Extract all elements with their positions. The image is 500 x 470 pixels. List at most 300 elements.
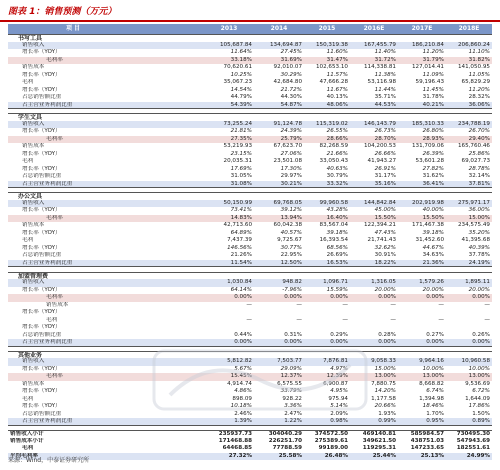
value-cell: 6,575.55 xyxy=(277,380,302,387)
value-cell: 60,042.38 xyxy=(273,222,302,229)
value-cell: 39.12% xyxy=(280,207,302,214)
value-cell: 134,694.87 xyxy=(269,41,302,48)
value-cell: 99,960.58 xyxy=(319,199,348,206)
value-cell: 7,503.77 xyxy=(277,358,302,365)
row-label: 增长率（YOY） xyxy=(22,49,61,55)
value-cell: 0.89% xyxy=(472,418,490,425)
value-cell: 226251.70 xyxy=(268,437,302,444)
table-row xyxy=(8,121,492,129)
value-cell: 91,124.78 xyxy=(273,120,302,127)
value-cell: 48.06% xyxy=(326,101,348,108)
value-cell: 27.32% xyxy=(228,452,252,459)
value-cell: 12.50% xyxy=(280,259,302,266)
table-row xyxy=(8,309,492,317)
table-row xyxy=(8,64,492,72)
value-cell: 27.06% xyxy=(280,150,302,157)
value-cell: 12.37% xyxy=(280,373,302,380)
value-cell xyxy=(204,324,254,332)
row-label: 平均毛利率 xyxy=(10,452,38,459)
row-label: 增长率（YOY） xyxy=(22,388,61,395)
value-cell: 73.41% xyxy=(230,207,252,214)
table-row xyxy=(8,260,492,268)
value-cell: 131,709.06 xyxy=(411,143,444,150)
value-cell: 54.39% xyxy=(230,101,252,108)
value-cell: 23,501.08 xyxy=(273,158,302,165)
value-cell: 36.41% xyxy=(422,180,444,187)
value-cell: 28.78% xyxy=(468,165,490,172)
row-label: 占主营业务利润比重 xyxy=(22,180,73,187)
value-cell: 25.79% xyxy=(280,135,302,142)
value-cell: 6.72% xyxy=(472,388,490,395)
value-cell: 33.32% xyxy=(326,180,348,187)
value-cell: 47,666.28 xyxy=(319,79,348,85)
value-cell: 33.79% xyxy=(280,388,302,395)
value-cell: 21.81% xyxy=(230,128,252,135)
row-label: 销售成本小计 xyxy=(10,437,44,444)
value-cell: 13.00% xyxy=(374,373,396,380)
value-cell: 40.13% xyxy=(326,94,348,100)
row-label: 办公文具 xyxy=(18,193,43,200)
table-row xyxy=(8,245,492,253)
value-cell: 4,914.74 xyxy=(227,380,252,387)
value-cell: 585984.57 xyxy=(410,431,444,437)
value-cell xyxy=(304,324,350,332)
header-2013: 2013 xyxy=(220,25,238,32)
value-cell: 10.25% xyxy=(230,71,252,78)
watermark-logo xyxy=(150,345,370,415)
value-cell: 1,644.09 xyxy=(465,395,490,402)
value-cell: 53,116.98 xyxy=(367,79,396,85)
value-cell: 31.79% xyxy=(422,56,444,63)
value-cell: 40.00% xyxy=(422,207,444,214)
value-cell: 26.69% xyxy=(326,252,348,259)
value-cell: 54.87% xyxy=(280,101,302,108)
row-label: 毛利率 xyxy=(46,56,63,63)
value-cell xyxy=(204,309,254,317)
row-label: 增长率（YOY） xyxy=(22,207,61,214)
value-cell: 20,035.31 xyxy=(223,158,252,165)
value-cell: 31.17% xyxy=(374,173,396,180)
table-row xyxy=(8,158,492,166)
value-cell: 45.00% xyxy=(374,207,396,214)
table-row xyxy=(8,418,492,426)
table-row xyxy=(8,215,492,223)
value-cell: 21.66% xyxy=(326,150,348,157)
value-cell: 438751.03 xyxy=(410,437,444,444)
value-cell: 40.39% xyxy=(468,244,490,251)
value-cell: 730495.30 xyxy=(456,431,490,437)
value-cell: 33,050.43 xyxy=(319,158,348,165)
table-row xyxy=(8,136,492,144)
value-cell: 1.22% xyxy=(284,418,302,425)
value-cell: 44.53% xyxy=(374,101,396,108)
value-cell: 115,319.02 xyxy=(315,120,348,127)
value-cell: 59,196.43 xyxy=(415,79,444,85)
value-cell: 10,960.58 xyxy=(461,358,490,365)
row-label: 增长率（YOY） xyxy=(22,150,61,157)
row-label: 增长率（YOY） xyxy=(22,229,61,236)
table-row xyxy=(8,332,492,340)
value-cell: 141,050.95 xyxy=(457,64,490,70)
table-row xyxy=(8,324,492,332)
value-cell: 27.82% xyxy=(422,165,444,172)
value-cell: 34.63% xyxy=(422,252,444,259)
value-cell: 0.00% xyxy=(472,339,490,346)
value-cell xyxy=(254,324,304,332)
value-cell: 32.14% xyxy=(468,173,490,180)
value-cell: 11.44% xyxy=(374,86,396,93)
row-label: 占主营业务利润比重 xyxy=(22,259,73,266)
value-cell: 21.36% xyxy=(422,259,444,266)
value-cell: 39.18% xyxy=(326,229,348,236)
row-label: 其他业务 xyxy=(18,351,43,359)
value-cell: 0.28% xyxy=(378,331,396,338)
value-cell: 0.99% xyxy=(378,418,396,425)
value-cell: 2.46% xyxy=(234,410,252,417)
row-label: 毛利 xyxy=(22,79,34,85)
row-label: 销售收入 xyxy=(22,120,45,127)
value-cell: 17.69% xyxy=(230,165,252,172)
header-2014: 2014 xyxy=(270,25,288,32)
row-label: 销售收入 xyxy=(22,279,45,286)
value-cell: 18.46% xyxy=(422,403,444,410)
value-cell: 1,579.26 xyxy=(419,279,444,286)
value-cell: 24.19% xyxy=(468,259,490,266)
value-cell: 30.21% xyxy=(280,180,302,187)
row-label: 占主营业务利润比重 xyxy=(22,418,73,425)
value-cell: 21.26% xyxy=(230,252,252,259)
table-row xyxy=(8,252,492,260)
value-cell: 30.91% xyxy=(374,252,396,259)
value-cell: 26.70% xyxy=(468,128,490,135)
row-label: 毛利 xyxy=(22,395,34,402)
table-row xyxy=(8,207,492,215)
value-cell: 24.99% xyxy=(466,452,490,459)
value-cell: 35.71% xyxy=(374,94,396,100)
value-cell: 16,393.54 xyxy=(319,237,348,244)
value-cell: 99189.00 xyxy=(318,445,348,451)
value-cell xyxy=(254,309,304,317)
value-cell: 11.20% xyxy=(422,49,444,55)
row-label: 增长率（YOY） xyxy=(22,244,61,251)
value-cell: 31.05% xyxy=(230,173,252,180)
value-cell: 234,575.49 xyxy=(457,222,490,229)
value-cell: 40.21% xyxy=(422,101,444,108)
table-row xyxy=(8,166,492,174)
value-cell: 65,829.29 xyxy=(461,79,490,85)
value-cell: 53,601.28 xyxy=(415,158,444,165)
value-cell: 202,919.98 xyxy=(411,199,444,206)
section-heading-row xyxy=(8,34,492,42)
table-row xyxy=(8,42,492,50)
value-cell: — xyxy=(390,301,396,308)
value-cell: 18.22% xyxy=(374,259,396,266)
value-cell: 7,880.75 xyxy=(371,380,396,387)
table-row xyxy=(8,279,492,287)
table-row xyxy=(8,222,492,230)
value-cell: 16.40% xyxy=(326,214,348,221)
value-cell: 29.09% xyxy=(280,365,302,372)
value-cell: 1.39% xyxy=(234,418,252,425)
value-cell: 928.22 xyxy=(282,395,302,402)
value-cell: 235937.73 xyxy=(218,431,252,437)
value-cell: 35.20% xyxy=(468,229,490,236)
value-cell: 182551.61 xyxy=(456,445,490,451)
value-cell: 11.60% xyxy=(326,49,348,55)
value-cell: 15.59% xyxy=(326,286,348,293)
value-cell: 47.43% xyxy=(374,229,396,236)
row-label: 增长率（YOY） xyxy=(22,286,61,293)
value-cell: — xyxy=(296,316,302,323)
value-cell: — xyxy=(246,316,252,323)
value-cell: 31,452.60 xyxy=(415,237,444,244)
value-cell: 0.00% xyxy=(284,339,302,346)
table-row xyxy=(8,128,492,136)
value-cell: 0.98% xyxy=(330,418,348,425)
value-cell: 39.18% xyxy=(422,229,444,236)
value-cell: 69,768.05 xyxy=(273,199,302,206)
row-label: 销售成本 xyxy=(22,222,45,229)
value-cell: 171,467.38 xyxy=(411,222,444,229)
value-cell: 11.40% xyxy=(374,49,396,55)
value-cell: 44.30% xyxy=(280,94,302,100)
value-cell: 26.80% xyxy=(422,128,444,135)
row-label: 销售成本 xyxy=(46,301,69,308)
row-label: 增长率（YOY） xyxy=(22,86,61,93)
value-cell: 64.14% xyxy=(230,286,252,293)
value-cell: — xyxy=(438,301,444,308)
value-cell: 41,395.68 xyxy=(461,237,490,244)
value-cell: 11.54% xyxy=(230,259,252,266)
row-label: 销售成本 xyxy=(22,143,45,150)
row-label: 占总销售额比重 xyxy=(22,331,62,338)
value-cell: 11.38% xyxy=(374,71,396,78)
value-cell: 8,668.82 xyxy=(419,380,444,387)
value-cell: 1,096.71 xyxy=(323,279,348,286)
value-cell: 105,687.84 xyxy=(219,41,252,48)
value-cell: 69,027.73 xyxy=(461,158,490,165)
source-note: 来源：Wind，中泰证券研究所 xyxy=(8,457,90,464)
value-cell: 10.00% xyxy=(422,365,444,372)
value-cell: 1,394.98 xyxy=(419,395,444,402)
value-cell: 0.00% xyxy=(330,339,348,346)
value-cell xyxy=(446,309,492,317)
value-cell: 4.86% xyxy=(234,388,252,395)
row-label: 书写工具 xyxy=(18,35,43,42)
value-cell: 64.89% xyxy=(230,229,252,236)
value-cell: 122,394.21 xyxy=(363,222,396,229)
value-cell: 25.86% xyxy=(468,150,490,157)
row-label: 毛利率 xyxy=(46,214,63,221)
table-row xyxy=(8,181,492,189)
value-cell: 37.81% xyxy=(468,180,490,187)
value-cell: 28.66% xyxy=(326,135,348,142)
value-cell: 35,067.23 xyxy=(223,79,252,85)
value-cell: 1.50% xyxy=(472,410,490,417)
value-cell: 26.39% xyxy=(422,150,444,157)
table-row xyxy=(8,79,492,87)
value-cell xyxy=(446,324,492,332)
table-row xyxy=(8,430,492,438)
table-row xyxy=(8,230,492,238)
value-cell: 0.26% xyxy=(472,331,490,338)
value-cell: 30.77% xyxy=(280,244,302,251)
value-cell xyxy=(398,324,446,332)
value-cell: 3.36% xyxy=(284,403,302,410)
table-row xyxy=(8,237,492,245)
value-cell: 25.13% xyxy=(420,452,444,459)
value-cell: 0.31% xyxy=(284,331,302,338)
value-cell: 0.00% xyxy=(284,294,302,301)
value-cell: 1,316.05 xyxy=(371,279,396,286)
value-cell xyxy=(350,324,398,332)
row-label: 占总销售额比重 xyxy=(22,94,62,100)
value-cell: 0.44% xyxy=(234,331,252,338)
value-cell: 898.09 xyxy=(232,395,252,402)
value-cell: 35.16% xyxy=(374,180,396,187)
value-cell: 14.54% xyxy=(230,86,252,93)
row-label: 毛利 xyxy=(22,158,34,165)
table-row xyxy=(8,143,492,151)
value-cell: 26.66% xyxy=(374,150,396,157)
value-cell: 26.48% xyxy=(324,452,348,459)
value-cell: 186,210.84 xyxy=(411,41,444,48)
value-cell: 15.50% xyxy=(374,214,396,221)
row-label: 占主营业务利润比重 xyxy=(22,339,73,346)
row-label: 毛利 xyxy=(22,445,34,451)
value-cell: 13.94% xyxy=(280,214,302,221)
value-cell: 37.78% xyxy=(468,252,490,259)
row-label: 加盟管理费 xyxy=(18,272,49,280)
value-cell: 2.47% xyxy=(284,410,302,417)
value-cell: 0.27% xyxy=(426,331,444,338)
value-cell: — xyxy=(438,316,444,323)
value-cell: 13.00% xyxy=(422,373,444,380)
value-cell: 9,536.69 xyxy=(465,380,490,387)
section-heading-row xyxy=(8,192,492,200)
table-row xyxy=(8,151,492,159)
value-cell: 1,895.11 xyxy=(465,279,490,286)
value-cell: — xyxy=(342,316,348,323)
header-2018e: 2018E xyxy=(458,25,480,32)
value-cell: 0.95% xyxy=(426,418,444,425)
value-cell: 2.09% xyxy=(330,410,348,417)
value-cell: 20.00% xyxy=(374,286,396,293)
value-cell: 15.45% xyxy=(230,373,252,380)
value-cell: — xyxy=(484,301,490,308)
row-label: 增长率（YOY） xyxy=(22,324,61,331)
row-label: 毛利 xyxy=(22,237,34,244)
value-cell: 275389.61 xyxy=(314,437,348,444)
header-item: 项 目 xyxy=(65,25,81,32)
table-row xyxy=(8,57,492,65)
value-cell: 36.00% xyxy=(468,207,490,214)
value-cell: 11.05% xyxy=(468,71,490,78)
value-cell: 31.69% xyxy=(280,56,302,63)
value-cell: 185,310.33 xyxy=(411,120,444,127)
row-label: 增长率（YOY） xyxy=(22,71,61,78)
value-cell xyxy=(398,309,446,317)
row-label: 销售成本 xyxy=(22,380,45,387)
value-cell: 15.50% xyxy=(422,214,444,221)
value-cell: 29.40% xyxy=(468,135,490,142)
row-label: 增长率（YOY） xyxy=(22,128,61,135)
value-cell: 0.00% xyxy=(378,294,396,301)
value-cell: 27.45% xyxy=(280,49,302,55)
value-cell: 20.00% xyxy=(422,286,444,293)
value-cell: 11.09% xyxy=(422,71,444,78)
value-cell: 50,150.99 xyxy=(223,199,252,206)
value-cell: 469140.81 xyxy=(362,431,396,437)
value-cell: 234,788.19 xyxy=(457,120,490,127)
value-cell: 0.00% xyxy=(234,339,252,346)
value-cell: 9,725.67 xyxy=(277,237,302,244)
value-cell: 31.82% xyxy=(468,56,490,63)
value-cell: 42,713.60 xyxy=(223,222,252,229)
value-cell: 147233.65 xyxy=(410,445,444,451)
value-cell: 15.00% xyxy=(374,365,396,372)
value-cell: 70,620.61 xyxy=(223,64,252,70)
section-heading-row xyxy=(8,272,492,280)
table-header xyxy=(8,24,492,34)
value-cell: 64468.85 xyxy=(222,445,252,451)
value-cell: 1,030.84 xyxy=(227,279,252,286)
value-cell: 26.55% xyxy=(326,128,348,135)
value-cell: 40.63% xyxy=(326,165,348,172)
value-cell: — xyxy=(246,301,252,308)
value-cell: 374572.50 xyxy=(314,431,348,437)
value-cell: 26.91% xyxy=(374,165,396,172)
table-row xyxy=(8,200,492,208)
table-row xyxy=(8,72,492,80)
value-cell: 44.79% xyxy=(230,94,252,100)
row-label: 占总销售额比重 xyxy=(22,252,62,259)
value-cell: 31.78% xyxy=(422,94,444,100)
value-cell: 21,741.43 xyxy=(367,237,396,244)
value-cell: 28.32% xyxy=(468,94,490,100)
table-row xyxy=(8,173,492,181)
value-cell: 146.56% xyxy=(227,244,252,251)
value-cell: 144,842.84 xyxy=(363,199,396,206)
value-cell: 102,653.10 xyxy=(315,64,348,70)
value-cell: 0.00% xyxy=(234,294,252,301)
value-cell: 4.95% xyxy=(330,388,348,395)
value-cell: 16.53% xyxy=(326,259,348,266)
value-cell: 304040.29 xyxy=(268,431,302,437)
value-cell: 17.86% xyxy=(468,403,490,410)
value-cell: 12.39% xyxy=(326,373,348,380)
table-row xyxy=(8,102,492,110)
value-cell: 22.95% xyxy=(280,252,302,259)
value-cell: 68.56% xyxy=(326,244,348,251)
header-2017e: 2017E xyxy=(411,25,433,32)
value-cell: 7,437.39 xyxy=(227,237,252,244)
value-cell: 25.58% xyxy=(278,452,302,459)
value-cell: 5.14% xyxy=(330,403,348,410)
table-row xyxy=(8,438,492,446)
value-cell: 11.45% xyxy=(422,86,444,93)
value-cell: 150,319.38 xyxy=(315,41,348,48)
value-cell: 6,900.87 xyxy=(323,380,348,387)
value-cell: 43.28% xyxy=(326,207,348,214)
value-cell: 0.29% xyxy=(330,331,348,338)
value-cell: 31.08% xyxy=(230,180,252,187)
value-cell: 5.67% xyxy=(234,365,252,372)
row-label: 销售收入 xyxy=(22,358,45,365)
table-row xyxy=(8,87,492,95)
value-cell: 24.39% xyxy=(280,128,302,135)
value-cell: 349621.50 xyxy=(362,437,396,444)
